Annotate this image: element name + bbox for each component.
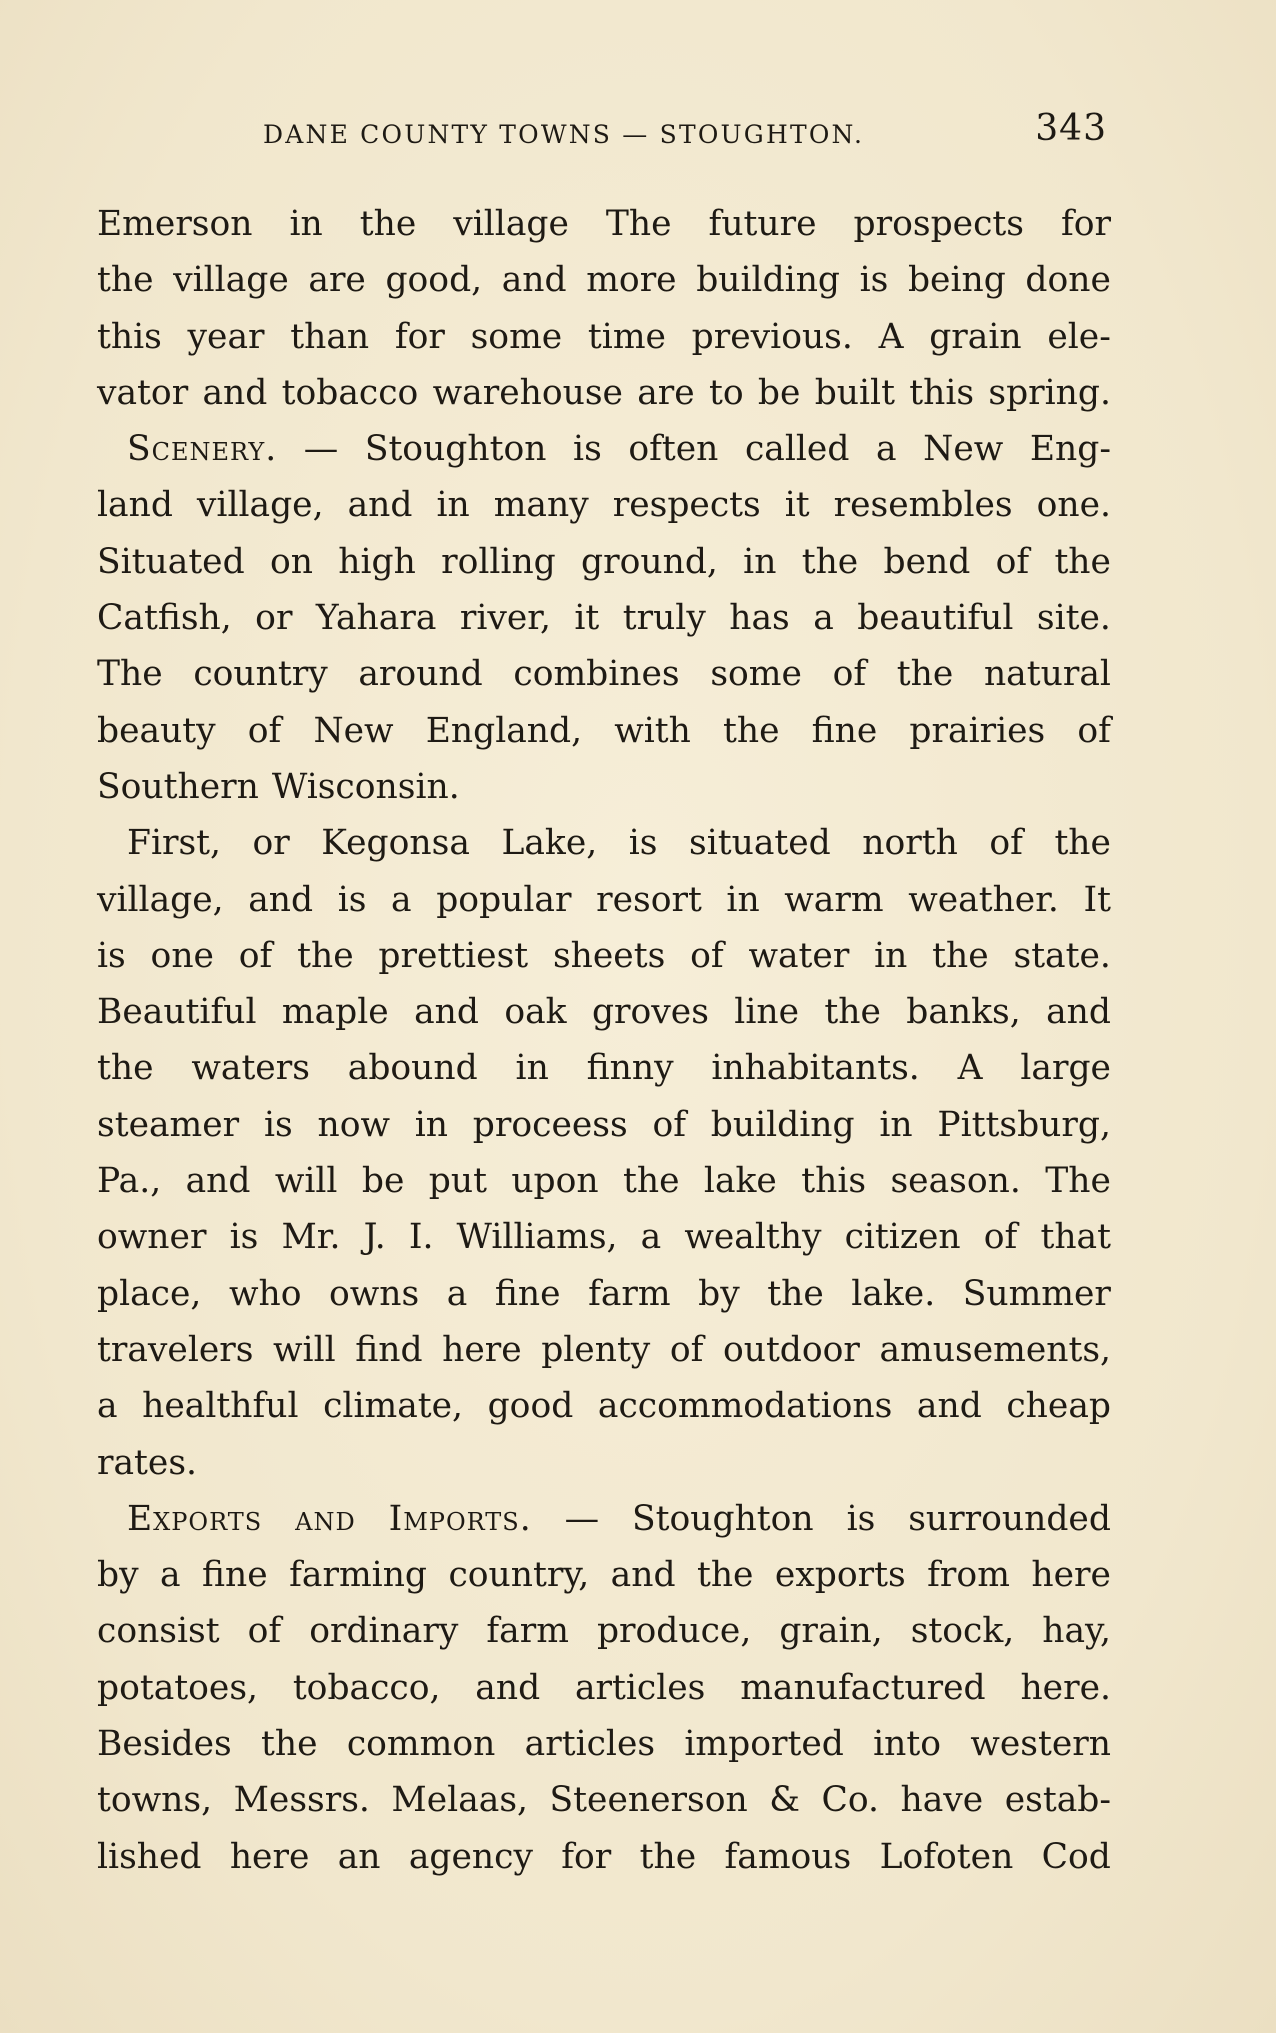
word: tobacco, [292,1667,441,1708]
word: a [640,1217,662,1258]
word: building [710,1104,855,1145]
word: England, [425,710,583,751]
word: country, [448,1555,590,1596]
word: inhabitants. [711,1048,920,1089]
word: and [610,1555,676,1596]
word: season. [890,1161,1021,1202]
text-line [97,1097,1111,1153]
word: often [628,429,719,470]
word: Lake, [501,823,598,864]
word: Stoughton [632,1498,814,1539]
word: weather. [908,879,1059,920]
word: in [879,1104,913,1145]
word: waters [191,1048,310,1089]
word: building [696,260,840,301]
word: outdoor [722,1329,860,1370]
word: this [97,316,162,357]
text-line [97,984,1111,1040]
word: good, [385,260,483,301]
word: one. [1036,485,1111,526]
running-head [97,108,1111,158]
word: Messrs. [233,1780,370,1821]
word: abound [347,1048,478,1089]
word: large [1020,1048,1111,1089]
word: a [813,598,834,639]
word: around [358,654,483,695]
word: climate, [323,1386,464,1427]
word: and [414,992,479,1033]
body-text [97,196,1111,1885]
word: grain, [779,1611,883,1652]
text-line [97,815,1111,871]
word: citizen [844,1217,961,1258]
word: the [801,541,859,582]
word: a [391,879,412,920]
word: in [515,1048,549,1089]
word: maple [281,992,389,1033]
word: or [252,823,290,864]
word: is [337,879,367,920]
word: being [907,260,1006,301]
word: future [708,204,817,244]
word: lake [703,1161,777,1202]
word: Beautiful [97,992,257,1033]
word: Exports [127,1498,263,1539]
word: accommodations [597,1386,893,1427]
word: the [97,260,154,301]
word: plenty [541,1329,651,1370]
word: lished [97,1836,202,1877]
word: for [561,1836,612,1877]
word: towns, [97,1780,213,1821]
text-line [97,1603,1111,1659]
word: prospects [853,204,1024,244]
word: Wisconsin. [271,766,460,807]
word: it [574,598,600,639]
word: Melaas, [391,1780,529,1821]
word: First, [127,823,221,864]
word: vator [97,372,189,413]
word: from [927,1555,1010,1596]
word: The [97,654,163,695]
text-line [97,1378,1111,1434]
word: Emerson [97,204,253,244]
word: estab- [1004,1780,1111,1821]
word: is [628,823,658,864]
word: New [313,710,394,751]
word: manufactured [740,1667,986,1708]
text-line [97,477,1111,533]
word: travelers [97,1329,254,1370]
word: prairies [909,710,1046,751]
word: rates. [97,1442,198,1483]
word: oak [504,992,567,1033]
word: of [983,1217,1018,1258]
word: the [639,1836,697,1877]
word: Mr. [281,1217,341,1258]
word: of [238,935,273,976]
word: imported [684,1724,844,1765]
word: upon [511,1161,599,1202]
word: Pa., [97,1161,162,1202]
text-line [97,928,1111,984]
text-line [97,590,1111,646]
word: state. [1013,935,1111,976]
word: A [878,316,904,357]
word: of [652,1104,687,1145]
word: ele- [1047,316,1111,357]
text-line [97,703,1111,759]
word: village [173,260,289,301]
word: for [394,316,445,357]
word: a [97,1386,118,1427]
word: Pittsburg, [937,1104,1111,1145]
word: owns [329,1273,420,1314]
word: fine [202,1555,268,1596]
word: common [346,1724,496,1765]
word: water [748,935,850,976]
word: the [1054,823,1111,864]
word: consist [97,1611,220,1652]
word: here [229,1836,310,1877]
word: and [347,485,413,526]
word: a [160,1555,181,1596]
word: the [97,1048,154,1089]
paragraph-lake [97,815,1111,1491]
word: and [185,1161,251,1202]
word: Summer [962,1273,1111,1314]
paragraph-exports-imports [97,1491,1111,1885]
word: warehouse [432,372,623,413]
word: rolling [441,541,556,582]
text-line [97,1322,1111,1378]
word: Southern [97,766,259,807]
running-title: DANE COUNTY TOWNS — STOUGHTON. [263,120,865,149]
word: done [1025,260,1111,301]
word: — [303,429,339,470]
word: Yahara [315,598,437,639]
text-line [97,1153,1111,1209]
text-line [97,1772,1111,1828]
page-number: 343 [1035,108,1107,149]
word: is [573,429,602,470]
word: Situated [97,541,245,582]
text-line [97,646,1111,702]
word: ground, [581,541,718,582]
text-line [97,759,1111,815]
word: surrounded [908,1498,1111,1539]
word: and [475,1667,541,1708]
word: finny [586,1048,674,1089]
word: farming [289,1555,428,1596]
word: the [932,935,989,976]
word: have [900,1780,984,1821]
word: called [744,429,850,470]
word: truly [622,598,706,639]
word: articles [524,1724,656,1765]
word: wealthy [684,1217,822,1258]
word: groves [591,992,709,1033]
word: and [916,1386,982,1427]
word: combines [513,654,680,695]
word: beauty [97,710,216,751]
text-line [97,196,1111,252]
word: Cod [1041,1836,1111,1877]
word: land [97,485,173,526]
word: here [442,1329,522,1370]
word: many [493,485,589,526]
word: of [1077,710,1111,751]
word: the [1054,541,1111,582]
text-line [97,872,1111,928]
word: line [734,992,799,1033]
word: and [501,260,567,301]
paragraph-scenery [97,421,1111,815]
word: is [97,935,126,976]
word: an [337,1836,381,1877]
word: of [832,654,867,695]
word: than [290,316,370,357]
word: the [824,992,881,1033]
word: healthful [142,1386,299,1427]
word: will [274,1161,338,1202]
word: village, [196,485,324,526]
text-line [97,1547,1111,1603]
word: fine [494,1273,561,1314]
word: by [97,1555,139,1596]
word: sheets [552,935,666,976]
word: is [846,1498,876,1539]
word: Kegonsa [321,823,470,864]
word: this [909,372,975,413]
word: prettiest [378,935,529,976]
word: spring. [988,372,1111,413]
word: a [446,1273,468,1314]
word: the [723,710,780,751]
word: country [193,654,328,695]
word: — [564,1498,600,1539]
word: village, [97,879,224,920]
word: in [436,485,470,526]
word: the [623,1161,680,1202]
word: resort [596,879,702,920]
word: fine [811,710,878,751]
word: and [295,1498,356,1539]
word: & [769,1780,800,1821]
word: find [355,1329,423,1370]
word: previous. [691,316,853,357]
word: on [269,541,313,582]
word: Besides [97,1724,232,1765]
word: steamer [97,1104,240,1145]
word: banks, [906,992,1021,1033]
word: Stoughton [364,429,547,470]
word: is [263,1104,293,1145]
word: it [784,485,810,526]
word: articles [574,1667,706,1708]
word: north [862,823,958,864]
word: and [248,879,314,920]
word: beautiful [857,598,1014,639]
text-line [97,1435,1111,1491]
word: Co. [821,1780,879,1821]
word: here [1031,1555,1111,1596]
text-line [97,1660,1111,1716]
word: in [289,204,323,244]
word: for [1060,204,1111,244]
word: and [1046,992,1111,1033]
word: exports [774,1555,906,1596]
word: resembles [833,485,1013,526]
word: has [729,598,790,639]
word: river, [459,598,551,639]
word: Catfish, [97,598,232,639]
text-line [97,1491,1111,1547]
word: situated [689,823,831,864]
text-line [97,421,1111,477]
word: in [874,935,908,976]
word: hay, [1042,1611,1111,1652]
word: Imports. [388,1498,532,1539]
word: The [605,204,672,244]
word: Scenery. [127,429,278,470]
text-line [97,252,1111,308]
word: of [247,710,282,751]
word: in [414,1104,449,1145]
word: of [995,541,1030,582]
word: of [989,823,1023,864]
text-line [97,365,1111,421]
word: the [767,1273,824,1314]
word: respects [612,485,761,526]
word: owner [97,1217,207,1258]
word: agency [408,1836,533,1877]
word: with [614,710,691,751]
word: bend [883,541,971,582]
word: produce, [596,1611,752,1652]
word: New [923,429,1004,470]
word: who [228,1273,302,1314]
word: be [757,372,801,413]
word: of [669,1329,704,1370]
word: amusements, [879,1329,1111,1370]
text-line [97,534,1111,590]
text-line [97,1716,1111,1772]
word: popular [436,879,572,920]
text-line [97,1829,1111,1885]
word: place, [97,1273,202,1314]
word: J. [363,1217,386,1258]
word: famous [724,1836,852,1877]
word: good [487,1386,574,1427]
text-line [97,1266,1111,1322]
word: by [698,1273,740,1314]
word: farm [486,1611,569,1652]
word: Eng- [1029,429,1111,470]
word: built [814,372,895,413]
word: in [726,879,760,920]
word: some [470,316,563,357]
word: natural [983,654,1111,695]
word: potatoes, [97,1667,259,1708]
word: to [709,372,744,413]
word: are [637,372,695,413]
word: Steenerson [549,1780,748,1821]
word: will [273,1329,336,1370]
paragraph [97,196,1111,421]
word: stock, [910,1611,1015,1652]
word: warm [784,879,884,920]
word: into [873,1724,942,1765]
word: the [297,935,354,976]
word: the [696,1555,754,1596]
word: I. [408,1217,434,1258]
word: farm [588,1273,671,1314]
word: be [361,1161,405,1202]
word: and [202,372,268,413]
word: year [187,316,265,357]
word: It [1083,879,1111,920]
word: Lofoten [879,1836,1014,1877]
word: a [875,429,897,470]
word: lake. [851,1273,936,1314]
word: Williams, [456,1217,618,1258]
word: village [453,204,569,244]
word: some [710,654,802,695]
word: one [150,935,214,976]
word: more [586,260,677,301]
text-line [97,1040,1111,1096]
text-line [97,309,1111,365]
word: of [247,1611,282,1652]
word: the [896,654,954,695]
word: grain [929,316,1022,357]
word: The [1045,1161,1111,1202]
word: tobacco [281,372,419,413]
word: in [743,541,777,582]
word: are [308,260,366,301]
word: time [587,316,666,357]
word: the [261,1724,318,1765]
word: proceess [472,1104,628,1145]
word: put [428,1161,487,1202]
word: this [801,1161,867,1202]
word: western [970,1724,1111,1765]
word: site. [1036,598,1111,639]
word: A [957,1048,983,1089]
word: now [317,1104,390,1145]
word: is [229,1217,259,1258]
word: the [359,204,417,244]
word: of [690,935,724,976]
word: cheap [1006,1386,1111,1427]
word: ordinary [309,1611,459,1652]
word: here. [1020,1667,1111,1708]
word: is [859,260,889,301]
text-line [97,1209,1111,1265]
word: high [338,541,416,582]
word: that [1040,1217,1111,1258]
word: or [255,598,293,639]
